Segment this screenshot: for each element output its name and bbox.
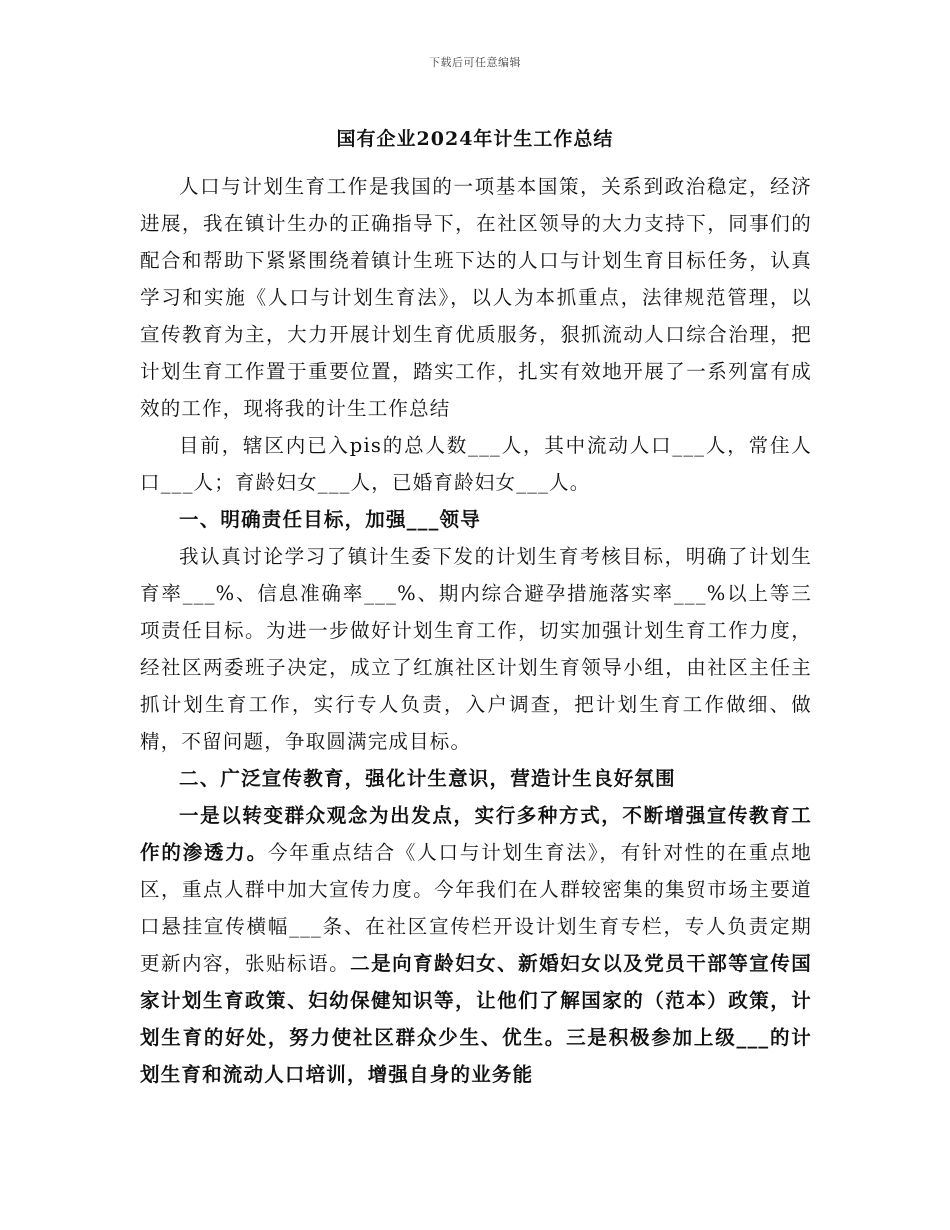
publicity-point-1: 一是以转变群众观念为出发点，实行多种方式，不断增强宣传教育工作的渗透力。 — [140, 804, 812, 864]
header-note: 下载后可任意编辑 — [429, 56, 521, 69]
publicity-point-2-3: 二是向育龄妇女、新婚妇女以及党员干部等宣传国家计划生育政策、妇幼保健知识等，让他们了解国家的（范本）政策，计划生育的好处，努力使社区群众少生、优生。三是积极参加上级___的计划生育和流动人口培训，增强自身的业务能 — [140, 952, 812, 1086]
paragraph-publicity — [140, 797, 812, 1093]
paragraph-intro: 人口与计划生育工作是我国的一项基本国策，关系到政治稳定，经济进展，我在镇计生办的正确指导下，在社区领导的大力支持下，同事们的配合和帮助下紧紧围绕着镇计生班下达的人口与计划生育目标任务，认真学习和实施《人口与计划生育法》，以人为本抓重点，法律规范管理，以宣传教育为主，大力开展计划生育优质服务，狠抓流动人口综合治理，把计划生育工作置于重要位置，踏实工作，扎实有效地开展了一系列富有成效的工作，现将我的计生工作总结 — [140, 175, 812, 420]
paragraph-targets: 我认真讨论学习了镇计生委下发的计划生育考核目标，明确了计划生育率___%、信息准确率___%、期内综合避孕措施落实率___%以上等三项责任目标。为进一步做好计划生育工作，切实加强计划生育工作力度，经社区两委班子决定，成立了红旗社区计划生育领导小组，由社区主任主抓计划生育工作，实行专人负责，入户调查，把计划生育工作做细、做精，不留问题，争取圆满完成目标。 — [140, 545, 812, 753]
section-heading-1: 一、明确责任目标，加强___领导 — [179, 508, 481, 531]
publicity-detail-1: 今年重点结合《人口与计划生育法》，有针对性的在重点地区，重点人群中加大宣传力度。今年我们在人群较密集的集贸市场主要道口悬挂宣传横幅___条、在社区宣传栏开设计划生育专栏，专人负责定期更新内容，张贴标语。 — [140, 841, 813, 975]
section-heading-2: 二、广泛宣传教育，强化计生意识，营造计生良好氛围 — [179, 767, 676, 790]
paragraph-population-stats: 目前，辖区内已入pis的总人数___人，其中流动人口___人，常住人口___人；育龄妇女___人，已婚育龄妇女___人。 — [140, 434, 812, 494]
document-title: 国有企业2024年计生工作总结 — [336, 128, 614, 150]
document-body — [140, 168, 812, 1093]
